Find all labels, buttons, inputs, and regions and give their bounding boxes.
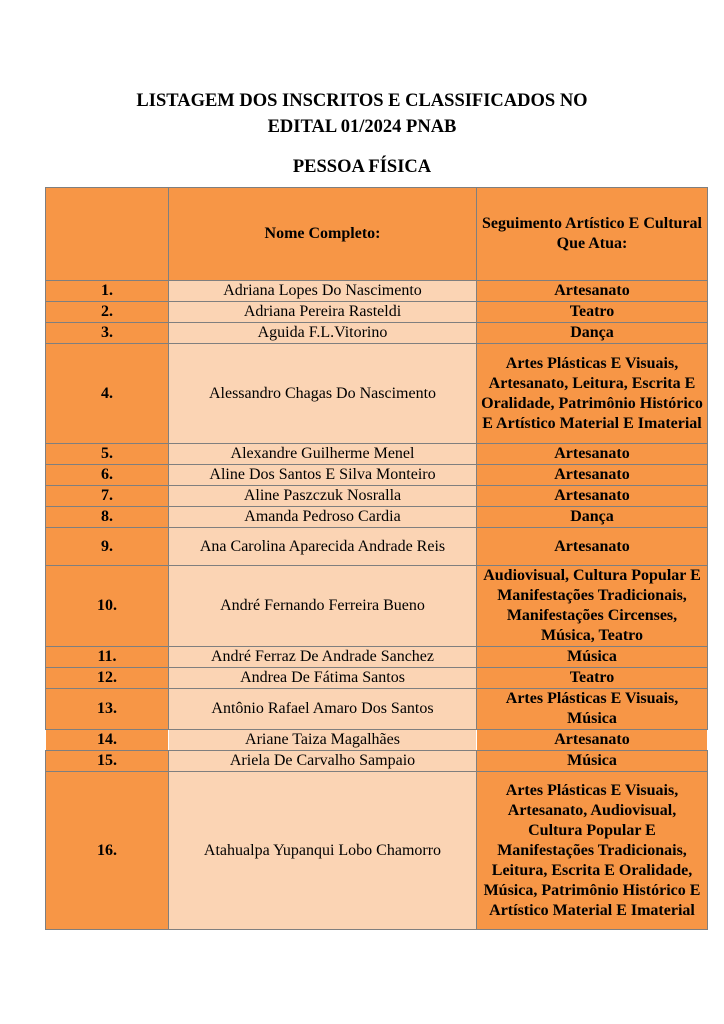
row-segment: Artes Plásticas E Visuais, Artesanato, Leitura, Escrita E Oralidade, Patrimônio Histórico E Artístico Material E Imaterial [477, 344, 708, 444]
row-number: 8. [46, 507, 169, 528]
row-name: Antônio Rafael Amaro Dos Santos [169, 689, 477, 730]
row-name: Andrea De Fátima Santos [169, 668, 477, 689]
row-segment: Artesanato [477, 486, 708, 507]
header-name: Nome Completo: [169, 188, 477, 281]
row-segment: Artesanato [477, 281, 708, 302]
row-name: Aline Dos Santos E Silva Monteiro [169, 465, 477, 486]
table-row [46, 772, 708, 930]
row-number: 13. [46, 689, 169, 730]
row-segment: Teatro [477, 302, 708, 323]
table-row [46, 323, 708, 344]
row-segment: Música [477, 751, 708, 772]
row-number: 16. [46, 772, 169, 930]
row-number: 2. [46, 302, 169, 323]
table-row [46, 528, 708, 566]
row-name: Adriana Lopes Do Nascimento [169, 281, 477, 302]
table-row [46, 507, 708, 528]
row-segment: Artesanato [477, 730, 708, 751]
row-segment: Artes Plásticas E Visuais, Artesanato, Audiovisual, Cultura Popular E Manifestações Tradicionais, Leitura, Escrita E Oralidade, Música, Patrimônio Histórico E Artístico Material E Imaterial [477, 772, 708, 930]
table-row [46, 465, 708, 486]
row-segment: Artesanato [477, 444, 708, 465]
header-segment: Seguimento Artístico E Cultural Que Atua: [477, 188, 708, 281]
row-number: 15. [46, 751, 169, 772]
document-title [0, 88, 724, 140]
table-row [46, 751, 708, 772]
row-name: Alexandre Guilherme Menel [169, 444, 477, 465]
table-row [46, 281, 708, 302]
row-number: 9. [46, 528, 169, 566]
row-segment: Artesanato [477, 465, 708, 486]
row-number: 1. [46, 281, 169, 302]
table-row [46, 302, 708, 323]
row-name: Aguida F.L.Vitorino [169, 323, 477, 344]
row-name: Amanda Pedroso Cardia [169, 507, 477, 528]
row-number: 4. [46, 344, 169, 444]
row-name: Ariane Taiza Magalhães [169, 730, 477, 751]
row-name: Alessandro Chagas Do Nascimento [169, 344, 477, 444]
table-row [46, 730, 708, 751]
table-row [46, 647, 708, 668]
table-row [46, 566, 708, 647]
registrants-table [45, 187, 708, 930]
row-name: Ariela De Carvalho Sampaio [169, 751, 477, 772]
document-subtitle: PESSOA FÍSICA [292, 157, 432, 177]
row-name: Aline Paszczuk Nosralla [169, 486, 477, 507]
row-number: 12. [46, 668, 169, 689]
table-row [46, 668, 708, 689]
row-segment: Artes Plásticas E Visuais, Música [477, 689, 708, 730]
row-number: 11. [46, 647, 169, 668]
row-number: 5. [46, 444, 169, 465]
row-segment: Dança [477, 323, 708, 344]
row-segment: Música [477, 647, 708, 668]
row-number: 10. [46, 566, 169, 647]
table-row [46, 444, 708, 465]
row-number: 6. [46, 465, 169, 486]
row-segment: Artesanato [477, 528, 708, 566]
title-line-2: EDITAL 01/2024 PNAB [267, 117, 457, 137]
title-line-1: LISTAGEM DOS INSCRITOS E CLASSIFICADOS NO [136, 91, 588, 111]
row-name: André Ferraz De Andrade Sanchez [169, 647, 477, 668]
table-row [46, 344, 708, 444]
row-name: Adriana Pereira Rasteldi [169, 302, 477, 323]
table-header-row [46, 188, 708, 281]
row-segment: Dança [477, 507, 708, 528]
header-number [46, 188, 169, 281]
row-name: Ana Carolina Aparecida Andrade Reis [169, 528, 477, 566]
row-number: 3. [46, 323, 169, 344]
row-segment: Teatro [477, 668, 708, 689]
row-number: 14. [46, 730, 169, 751]
row-name: André Fernando Ferreira Bueno [169, 566, 477, 647]
row-number: 7. [46, 486, 169, 507]
row-segment: Audiovisual, Cultura Popular E Manifestações Tradicionais, Manifestações Circenses, Música, Teatro [477, 566, 708, 647]
row-name: Atahualpa Yupanqui Lobo Chamorro [169, 772, 477, 930]
table-row [46, 689, 708, 730]
table-row [46, 486, 708, 507]
